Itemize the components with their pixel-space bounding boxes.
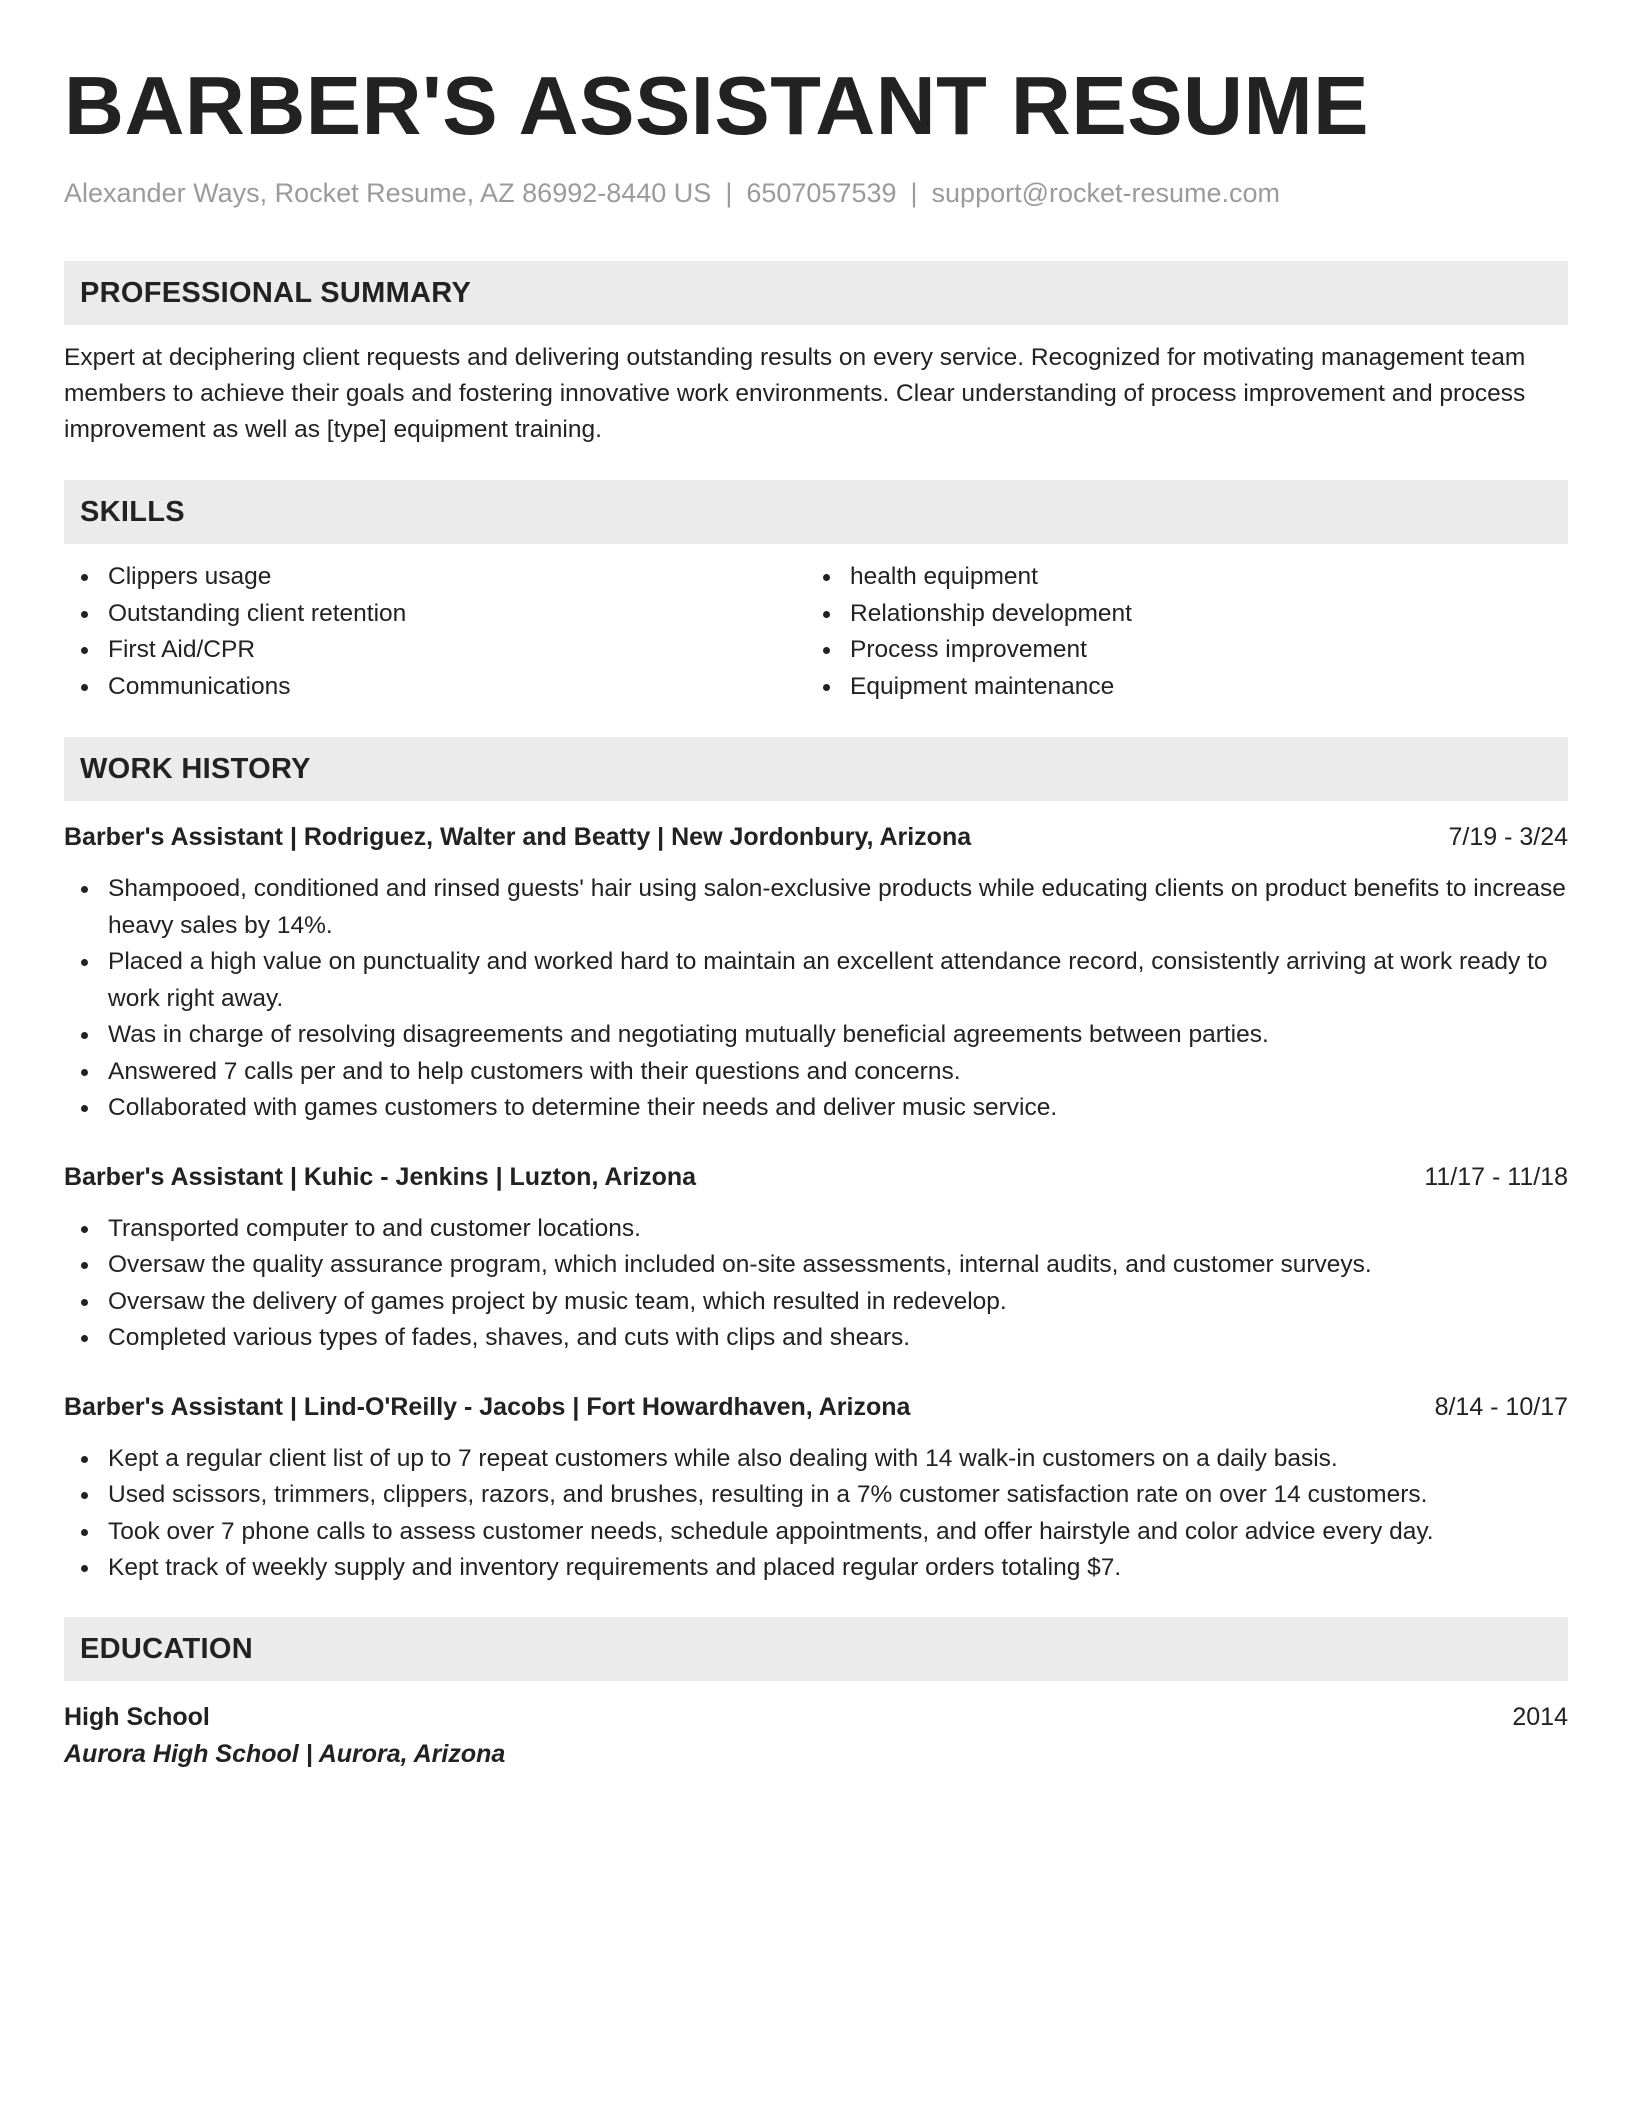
job-bullet: Kept track of weekly supply and inventory requirements and placed regular orders totaling $7. — [64, 1550, 1568, 1587]
job-bullet: Collaborated with games customers to determine their needs and deliver music service. — [64, 1090, 1568, 1127]
job-bullet: Used scissors, trimmers, clippers, razors, and brushes, resulting in a 7% customer satisfaction rate on over 14 customers. — [64, 1477, 1568, 1514]
job-title: Barber's Assistant | Rodriguez, Walter and Beatty | New Jordonbury, Arizona — [64, 823, 972, 851]
skills-column-left — [64, 559, 806, 705]
job-header — [64, 1389, 1568, 1425]
job-bullet: Oversaw the delivery of games project by music team, which resulted in redevelop. — [64, 1284, 1568, 1321]
contact-separator: | — [725, 178, 733, 208]
skills-heading: SKILLS — [64, 480, 1568, 544]
job-dates: 8/14 - 10/17 — [1434, 1392, 1568, 1421]
job-title: Barber's Assistant | Lind-O'Reilly - Jacobs | Fort Howardhaven, Arizona — [64, 1392, 911, 1421]
summary-heading: PROFESSIONAL SUMMARY — [64, 261, 1568, 325]
contact-line — [64, 176, 1568, 210]
education-year: 2014 — [1512, 1702, 1568, 1731]
job-bullet: Oversaw the quality assurance program, which included on-site assessments, internal audits, and customer surveys. — [64, 1247, 1568, 1284]
work-history-heading: WORK HISTORY — [64, 737, 1568, 801]
skills-column-right — [806, 559, 1568, 705]
job-bullet: Shampooed, conditioned and rinsed guests' hair using salon-exclusive products while educating clients on product benefits to increase heavy sales by 14%. — [64, 871, 1568, 944]
job-bullets — [64, 1441, 1568, 1587]
contact-address: Alexander Ways, Rocket Resume, AZ 86992-8440 US — [64, 178, 712, 208]
education-header — [64, 1699, 1568, 1735]
job-header — [64, 1159, 1568, 1195]
education-school: Aurora High School | Aurora, Arizona — [64, 1739, 506, 1768]
job-title: Barber's Assistant | Kuhic - Jenkins | Luzton, Arizona — [64, 1162, 697, 1191]
summary-text: Expert at deciphering client requests and delivering outstanding results on every service. Recognized for motivating management team members to achieve their goals and fostering innovative work environments. Clear understanding of process improvement and process improvement as well as [type] equipment training. — [64, 344, 1526, 443]
job-bullet: Completed various types of fades, shaves, and cuts with clips and shears. — [64, 1320, 1568, 1357]
skill-item: First Aid/CPR — [64, 632, 806, 669]
job-header — [64, 819, 1568, 855]
job-bullet: Placed a high value on punctuality and worked hard to maintain an excellent attendance record, consistently arriving at work ready to work right away. — [64, 944, 1568, 1017]
job-bullets — [64, 871, 1568, 1127]
skill-item: Equipment maintenance — [806, 669, 1568, 706]
education-heading: EDUCATION — [64, 1617, 1568, 1681]
job-entry — [64, 819, 1568, 1127]
resume-title: BARBER'S ASSISTANT RESUME — [64, 59, 1369, 152]
job-bullet: Was in charge of resolving disagreements and negotiating mutually beneficial agreements between parties. — [64, 1017, 1568, 1054]
skill-item: health equipment — [806, 559, 1568, 596]
education-degree: High School — [64, 1702, 210, 1731]
contact-phone: 6507057539 — [746, 178, 897, 208]
skill-item: Outstanding client retention — [64, 596, 806, 633]
job-dates: 7/19 - 3/24 — [1448, 823, 1568, 851]
skill-item: Clippers usage — [64, 559, 806, 596]
skills-list — [64, 559, 1568, 705]
job-bullet: Kept a regular client list of up to 7 repeat customers while also dealing with 14 walk-in customers on a daily basis. — [64, 1441, 1568, 1478]
education-entry — [64, 1699, 1568, 1773]
contact-email: support@rocket-resume.com — [931, 178, 1281, 208]
job-bullet: Took over 7 phone calls to assess customer needs, schedule appointments, and offer hairstyle and color advice every day. — [64, 1514, 1568, 1551]
job-entry — [64, 1389, 1568, 1587]
job-dates: 11/17 - 11/18 — [1424, 1162, 1568, 1191]
job-bullet: Transported computer to and customer locations. — [64, 1211, 1568, 1248]
contact-separator: | — [910, 178, 918, 208]
job-bullet: Answered 7 calls per and to help customers with their questions and concerns. — [64, 1054, 1568, 1091]
skill-item: Relationship development — [806, 596, 1568, 633]
skill-item: Communications — [64, 669, 806, 706]
skill-item: Process improvement — [806, 632, 1568, 669]
job-bullets — [64, 1211, 1568, 1357]
job-entry — [64, 1159, 1568, 1357]
